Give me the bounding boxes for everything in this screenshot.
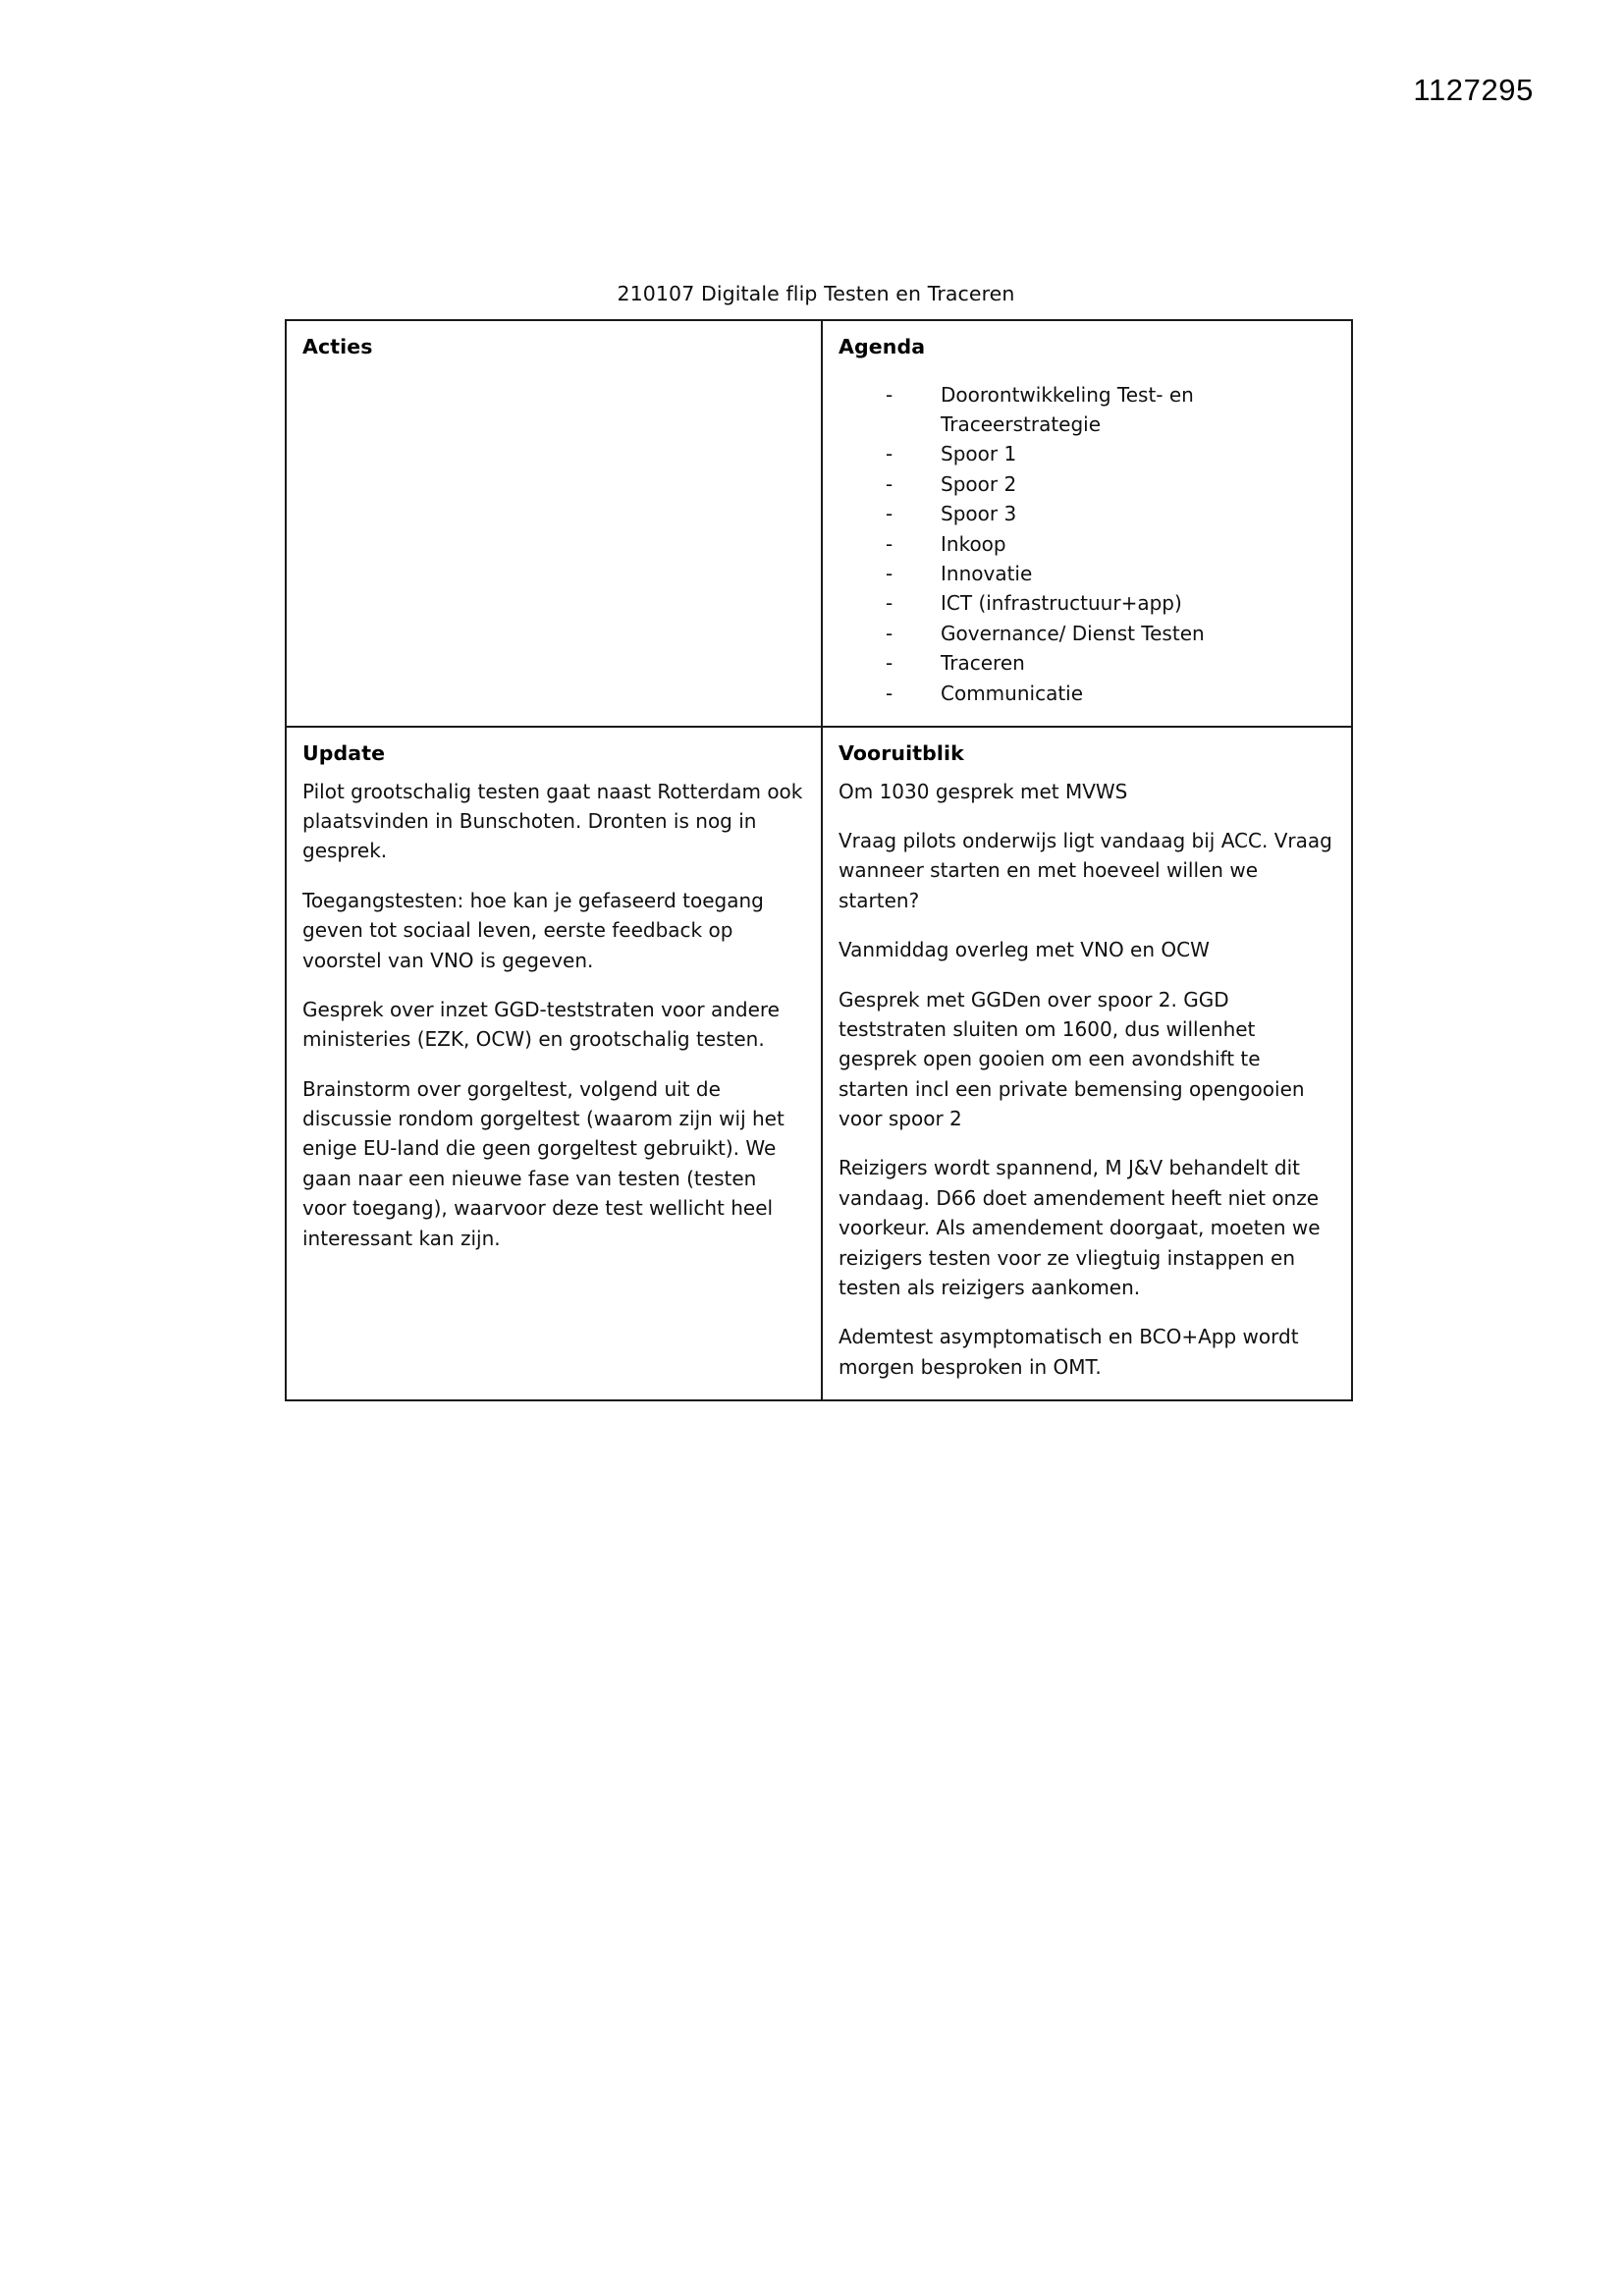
agenda-dash-marker: - [886, 591, 893, 616]
agenda-item [886, 529, 1335, 559]
agenda-dash-marker: - [886, 382, 893, 407]
agenda-item [886, 588, 1335, 618]
paragraph: Reizigers wordt spannend, M J&V behandelt dit vandaag. D66 doet amendement heeft niet onze voorkeur. Als amendement doorgaat, moeten we reizigers testen voor ze vliegtuig instappen en testen als reizigers aankomen. [839, 1156, 1321, 1300]
paragraph: Toegangstesten: hoe kan je gefaseerd toegang geven tot sociaal leven, eerste feedback op voorstel van VNO is gegeven. [302, 888, 764, 972]
paragraph: Brainstorm over gorgeltest, volgend uit de discussie rondom gorgeltest (waarom zijn wij het enige EU-land die geen gorgeltest gebruikt). We gaan naar een nieuwe fase van testen (testen voor toegang), waarvoor deze test wellicht heel interessant kan zijn. [302, 1076, 785, 1250]
agenda-dash-marker: - [886, 471, 893, 496]
agenda-header: Agenda [839, 335, 926, 358]
agenda-dash-marker: - [886, 502, 893, 526]
table-row-bottom [286, 727, 1352, 1400]
update-body [302, 771, 805, 1253]
agenda-dash-marker: - [886, 681, 893, 705]
cell-agenda [822, 320, 1352, 727]
agenda-item [886, 499, 1335, 528]
agenda-item [886, 619, 1335, 648]
table-row-top [286, 320, 1352, 727]
agenda-item-label: Spoor 2 [941, 471, 1017, 496]
agenda-item [886, 679, 1335, 708]
agenda-item [886, 469, 1335, 499]
agenda-dash-marker: - [886, 561, 893, 585]
sheet-title: 210107 Digitale flip Testen en Traceren [617, 282, 1015, 305]
paragraph: Gesprek met GGDen over spoor 2. GGD teststraten sluiten om 1600, dus willenhet gesprek open gooien om een avondshift te starten incl een private bemensing opengooien voor spoor 2 [839, 987, 1305, 1131]
cell-update [286, 727, 822, 1400]
agenda-dash-marker: - [886, 651, 893, 676]
agenda-item-label: ICT (infrastructuur+app) [941, 591, 1182, 616]
paragraph: Om 1030 gesprek met MVWS [839, 779, 1128, 803]
agenda-item-label: Spoor 3 [941, 502, 1017, 526]
paragraph: Gesprek over inzet GGD-teststraten voor andere ministeries (EZK, OCW) en grootschalig testen. [302, 997, 780, 1052]
agenda-item [886, 439, 1335, 468]
agenda-dash-marker: - [886, 621, 893, 645]
paragraph: Ademtest asymptomatisch en BCO+App wordt morgen besproken in OMT. [839, 1325, 1299, 1379]
acties-header: Acties [302, 335, 373, 358]
agenda-dash-marker: - [886, 442, 893, 466]
agenda-item [886, 648, 1335, 678]
agenda-list [839, 380, 1335, 708]
agenda-item-label: Spoor 1 [941, 442, 1017, 466]
agenda-item-label: Communicatie [941, 681, 1084, 705]
cell-vooruitblik [822, 727, 1352, 1400]
agenda-item-label: Traceren [941, 651, 1025, 676]
document-number: 1127295 [1413, 73, 1534, 107]
cell-acties [286, 320, 822, 727]
agenda-item [886, 380, 1335, 440]
paragraph: Pilot grootschalig testen gaat naast Rotterdam ook plaatsvinden in Bunschoten. Dronten is nog in gesprek. [302, 779, 803, 863]
paragraph: Vanmiddag overleg met VNO en OCW [839, 938, 1210, 962]
agenda-dash-marker: - [886, 531, 893, 556]
flip-table [285, 319, 1353, 1401]
paragraph: Vraag pilots onderwijs ligt vandaag bij ACC. Vraag wanneer starten en met hoeveel willen we starten? [839, 828, 1332, 912]
agenda-item [886, 559, 1335, 588]
agenda-item-label: Governance/ Dienst Testen [941, 621, 1205, 645]
agenda-item-label: Doorontwikkeling Test- en Traceerstrategie [941, 382, 1194, 437]
vooruitblik-body [839, 771, 1335, 1383]
agenda-item-label: Inkoop [941, 531, 1006, 556]
update-header: Update [302, 740, 386, 765]
acties-body [302, 364, 805, 571]
vooruitblik-header: Vooruitblik [839, 740, 964, 765]
agenda-item-label: Innovatie [941, 561, 1033, 585]
